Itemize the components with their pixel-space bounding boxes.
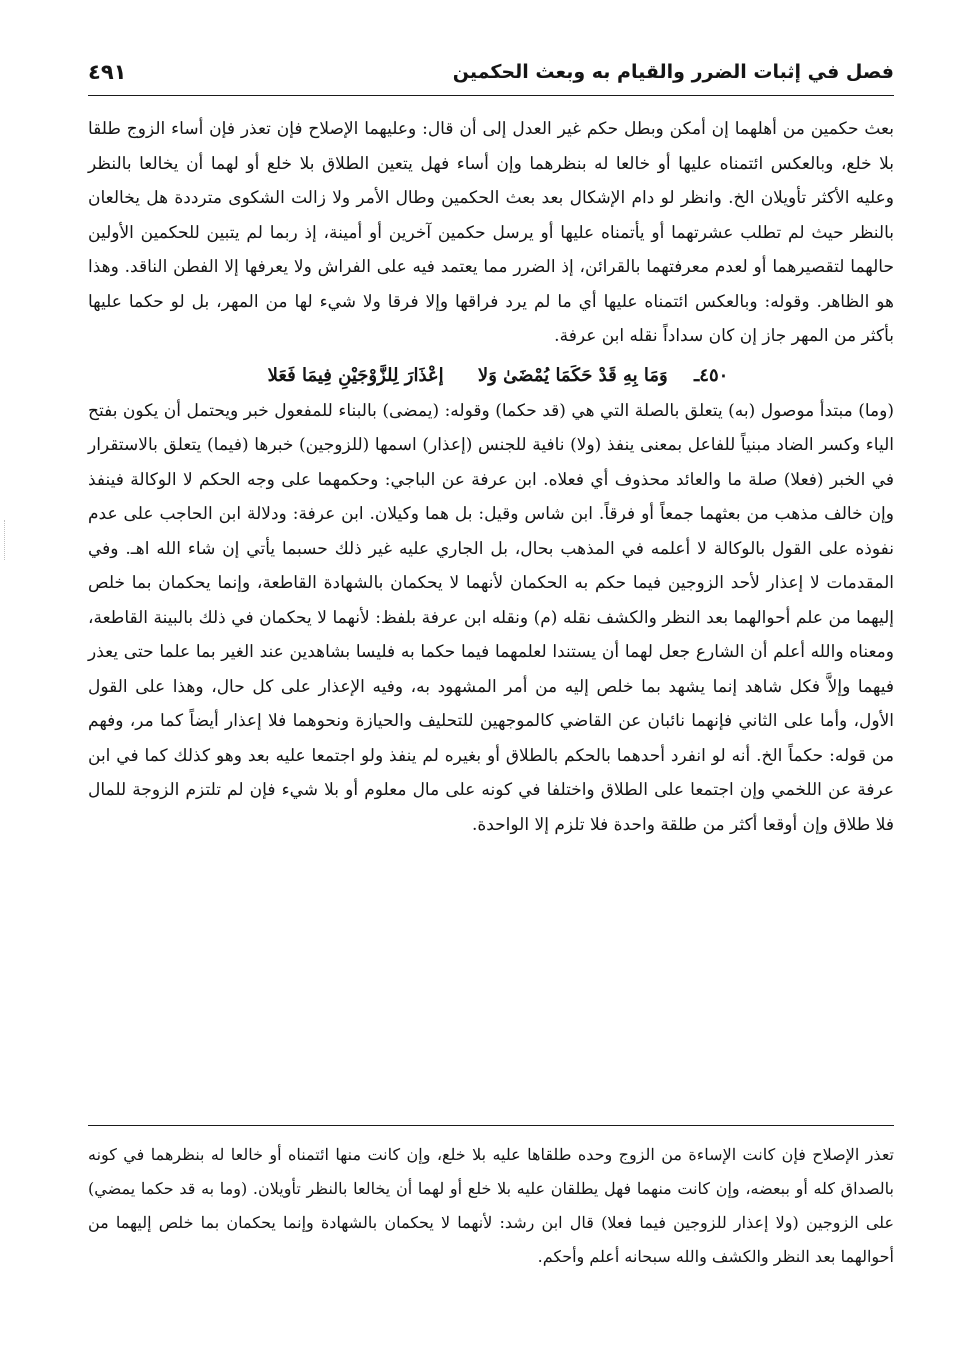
verse-second-hemistich: إعْذَارَ لِلزَّوْجَيْنِ فِيمَا فَعَلا xyxy=(267,364,444,386)
running-title: فصل في إثبات الضرر والقيام به وبعث الحكمين xyxy=(452,61,894,83)
header-rule xyxy=(88,95,894,96)
paragraph-2: (وما) مبتدأ موصول (به) يتعلق بالصلة التي هي (قد حكما) وقوله: (يمضى) بالبناء للمفعول خبر ويحتمل أن يكون بفتح الياء وكسر الضاد مبنياً للفاعل بمعنى ينفذ (ولا) نافية للجنس (إعذار) اسمها (للزوجين) خبرها (فيما) يتعلق بالاستقرار في الخبر (فعلا) صلة ما والعائد محذوف أي فعلاه. ابن عرفة عن الباجي: وحكمهما على وجه الحكم لا الوكالة فينفذ وإن خالف مذهب من بعثهما جمعاً أو فرقاً. ابن شاس وقيل: بل هما وكيلان. ابن عرفة: ودلالة ابن الحاجب على عدم نفوذه على القول بالوكالة لا أعلمه في المذهب بحال، بل الجاري عليه غير ذلك حسبما يأتي إن شاء الله اهـ. وفي المقدمات لا إعذار لأحد الزوجين فيما حكم به الحكمان لأنهما لا يحكمان بالشهادة القاطعة، وإنما يحكمان بما خلص إليهما من علم أحوالهما بعد النظر والكشف نقله (م) ونقله ابن عرفة بلفظ: لأنهما لا يحكمان في ذلك بالبينة القاطعة، ومعناه والله أعلم أن الشارع جعل لهما أن يستندا لعلمهما فيما حكما به فليسا بشاهدين عند الغير بما علما حتى يعذر فيهما وإلاَّ فكل شاهد إنما يشهد بما خلص إليه من أمر المشهود به، وفيه الإعذار على كل حال، وهذا على القول الأول، وأما على الثاني فإنهما نائبان عن القاضي كالموجهين للتحليف والحيازة ونحوهما فلا إعذار أيضاً كما مر، وفهم من قوله: حكماً الخ. أنه لو انفرد أحدهما بالحكم بالطلاق أو بغيره لم ينفذ ولو اجتمعا عليه بعد وهو كذلك كما في ابن عرفة عن اللخمي وإن اجتمعا على الطلاق واختلفا في كونه على مال معلوم أو بلا شيء فإن لم تلتزم الزوجة للمال فلا طلاق وإن أوقعا أكثر من طلقة واحدة فلا تلزم إلا الواحدة. xyxy=(88,400,894,835)
verse-number: ٤٥٠ـ xyxy=(694,364,729,386)
footnote xyxy=(88,1138,894,1274)
scan-margin-mark xyxy=(4,520,7,560)
paragraph-1: بعث حكمين من أهلهما إن أمكن وبطل حكم غير العدل إلى أن قال: وعليهما الإصلاح فإن تعذر فإن أساء الزوج طلقا بلا خلع، وبالعكس ائتمناه عليها أو خالعا له بنظرهما وإن أساء فهل يتعين الطلاق بلا خلع أو لهما أن يخالعا بالنظر وعليه الأكثر تأويلان الخ. وانظر لو دام الإشكال بعد بعث الحكمين وطال الأمر ولا زالت الشكوى مترددة هل يخالعان بالنظر حيث لم تطلب عشرتهما أو يأتمناه عليها أو يرسل حكمين آخرين أو أمينة، إذ ربما لم يتبين للحكمين الأولين حالهما لتقصيرهما أو لعدم معرفتهما بالقرائن، إذ الضرر مما يعتمد فيه على الفراش ولا يعرفها إلا الفطن الناقد. وهذا هو الظاهر. وقوله: وبالعكس ائتمناه عليها أي ما لم يرد فراقها وإلا فرقا ولا شيء لها من المهر، بل لو حكما عليها بأكثر من المهر جاز إن كان سداداً نقله ابن عرفة. xyxy=(88,119,894,346)
footnote-text: تعذر الإصلاح فإن كانت الإساءة من الزوج وحده طلقاها عليه بلا خلع، وإن كانت منها ائتمناه أو خالعا له بنظرهما في كونه بالصداق كله أو ببعضه، وإن كانت منهما فهل يطلقان عليه بلا خلع أو لهما أن يخالعا بالنظر تأويلان. (وما به قد حكما يمضي) على الزوجين (ولا إعذار للزوجين فيما فعلا) قال ابن رشد: لأنهما لا يحكمان بالشهادة وإنما يحكمان بما خلص إليهما من أحوالهما بعد النظر والكشف والله سبحانه أعلم وأحكم. xyxy=(88,1145,894,1266)
main-text xyxy=(88,112,894,842)
verse-first-hemistich: وَمَا بِهِ قَدْ حَكَمَا يُمْضَىٰ وَلا xyxy=(477,364,668,386)
verse-line xyxy=(88,358,894,394)
running-head xyxy=(88,52,894,92)
page-number: ٤٩١ xyxy=(88,60,127,84)
footnote-rule xyxy=(88,1125,894,1126)
